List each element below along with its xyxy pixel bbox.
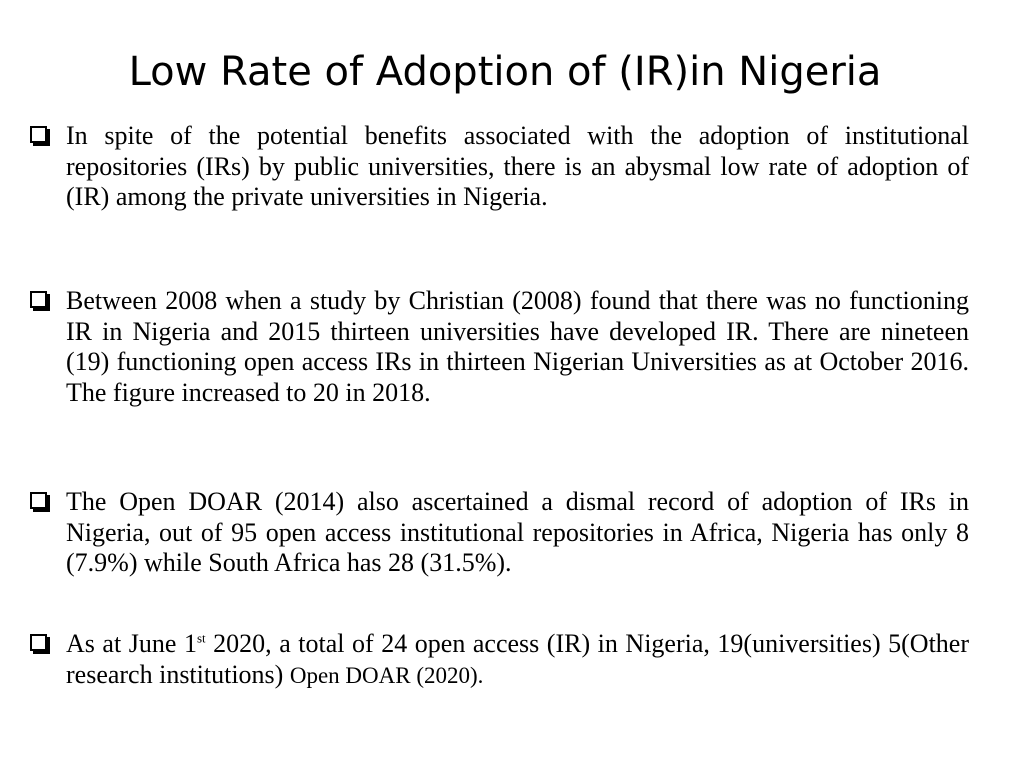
checkbox-bullet-icon — [30, 291, 47, 308]
bullet-text: In spite of the potential benefits associated with the adoption of institutional repositories (IRs) by public universities, there is an abysmal low rate of adoption of (IR) among the private universities in Nigeria. — [66, 121, 969, 211]
checkbox-bullet-icon — [30, 126, 47, 143]
slide-title: Low Rate of Adoption of (IR)in Nigeria — [128, 49, 882, 95]
bullet-text — [66, 629, 969, 691]
bullet-text: Between 2008 when a study by Christian (2008) found that there was no functioning IR in Nigeria and 2015 thirteen universities have developed IR. There are nineteen (19) functioning open access IRs in thirteen Nigerian Universities as at October 2016. The figure increased to 20 in 2018. — [66, 286, 969, 407]
citation-text: Open DOAR (2020). — [289, 662, 484, 688]
ordinal-superscript: st — [196, 630, 206, 646]
bullet-text: The Open DOAR (2014) also ascertained a dismal record of adoption of IRs in Nigeria, out of 95 open access institutional repositories in Africa, Nigeria has only 8 (7.9%) while South Africa has 28 (31.5%). — [66, 487, 969, 577]
checkbox-bullet-icon — [30, 634, 47, 651]
bullet-text-middle: 2020, a total of 24 open access (IR) in Nigeria, 19(universities) 5(Other research institutions) — [66, 629, 970, 689]
checkbox-bullet-icon — [30, 492, 47, 509]
bullet-text-prefix: As at June 1 — [66, 629, 197, 658]
